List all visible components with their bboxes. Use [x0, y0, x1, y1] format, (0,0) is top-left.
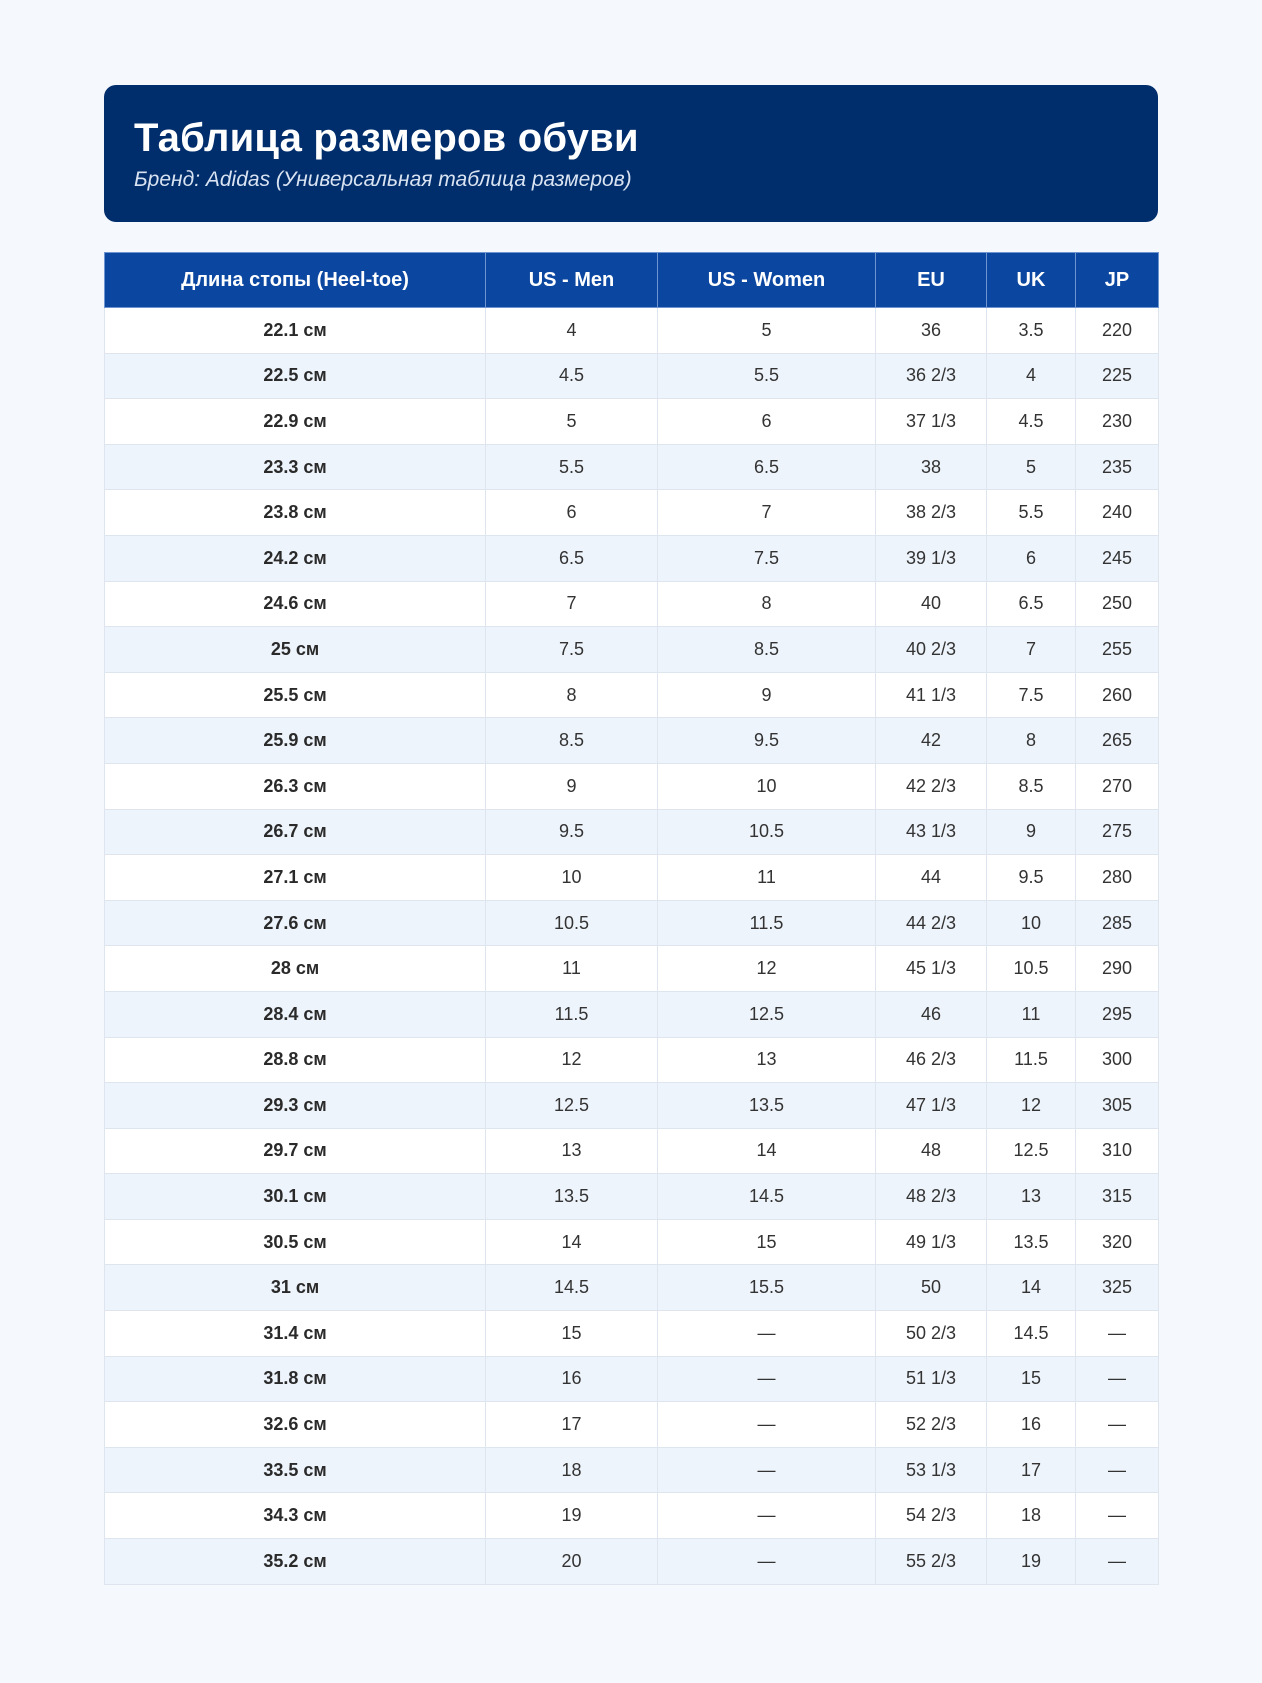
cell-foot-length: 25 см	[105, 627, 486, 673]
cell-us-women: 12.5	[658, 991, 876, 1037]
cell-jp: 315	[1076, 1174, 1159, 1220]
cell-eu: 44 2/3	[876, 900, 987, 946]
column-header-uk: UK	[987, 253, 1076, 308]
table-row	[105, 399, 1159, 445]
cell-eu: 47 1/3	[876, 1083, 987, 1129]
cell-jp: —	[1076, 1311, 1159, 1357]
cell-us-women: 7	[658, 490, 876, 536]
cell-us-women: 9	[658, 672, 876, 718]
cell-eu: 37 1/3	[876, 399, 987, 445]
cell-eu: 36	[876, 308, 987, 354]
cell-uk: 19	[987, 1539, 1076, 1585]
cell-us-women: 11	[658, 855, 876, 901]
cell-foot-length: 34.3 см	[105, 1493, 486, 1539]
cell-us-men: 11.5	[486, 991, 658, 1037]
table-row	[105, 991, 1159, 1037]
cell-foot-length: 30.5 см	[105, 1219, 486, 1265]
cell-uk: 9.5	[987, 855, 1076, 901]
cell-eu: 40	[876, 581, 987, 627]
column-header-us-women: US - Women	[658, 253, 876, 308]
table-row	[105, 1493, 1159, 1539]
cell-us-men: 13	[486, 1128, 658, 1174]
cell-uk: 4.5	[987, 399, 1076, 445]
cell-foot-length: 28.4 см	[105, 991, 486, 1037]
cell-us-women: 11.5	[658, 900, 876, 946]
cell-us-women: 15	[658, 1219, 876, 1265]
cell-eu: 40 2/3	[876, 627, 987, 673]
table-row	[105, 444, 1159, 490]
cell-jp: 290	[1076, 946, 1159, 992]
cell-jp: 280	[1076, 855, 1159, 901]
cell-us-men: 4	[486, 308, 658, 354]
cell-eu: 46 2/3	[876, 1037, 987, 1083]
table-row	[105, 1356, 1159, 1402]
cell-eu: 55 2/3	[876, 1539, 987, 1585]
table-row	[105, 672, 1159, 718]
cell-us-women: 14	[658, 1128, 876, 1174]
cell-foot-length: 24.2 см	[105, 535, 486, 581]
table-row	[105, 1219, 1159, 1265]
cell-us-women: 8.5	[658, 627, 876, 673]
cell-us-women: 12	[658, 946, 876, 992]
cell-foot-length: 26.7 см	[105, 809, 486, 855]
cell-us-men: 10.5	[486, 900, 658, 946]
cell-us-men: 12.5	[486, 1083, 658, 1129]
cell-jp: —	[1076, 1447, 1159, 1493]
table-row	[105, 1174, 1159, 1220]
table-row	[105, 1083, 1159, 1129]
cell-foot-length: 24.6 см	[105, 581, 486, 627]
cell-us-men: 20	[486, 1539, 658, 1585]
cell-foot-length: 31 см	[105, 1265, 486, 1311]
cell-us-men: 17	[486, 1402, 658, 1448]
cell-jp: 275	[1076, 809, 1159, 855]
cell-uk: 10	[987, 900, 1076, 946]
cell-uk: 18	[987, 1493, 1076, 1539]
cell-uk: 8	[987, 718, 1076, 764]
cell-foot-length: 35.2 см	[105, 1539, 486, 1585]
cell-uk: 6	[987, 535, 1076, 581]
cell-us-men: 14.5	[486, 1265, 658, 1311]
cell-us-women: —	[658, 1356, 876, 1402]
cell-uk: 14.5	[987, 1311, 1076, 1357]
cell-jp: 310	[1076, 1128, 1159, 1174]
cell-jp: 245	[1076, 535, 1159, 581]
table-row	[105, 1447, 1159, 1493]
table-row	[105, 855, 1159, 901]
page-subtitle: Бренд: Adidas (Универсальная таблица размеров)	[134, 168, 632, 191]
cell-uk: 14	[987, 1265, 1076, 1311]
cell-us-women: 13.5	[658, 1083, 876, 1129]
cell-foot-length: 29.7 см	[105, 1128, 486, 1174]
cell-us-men: 5	[486, 399, 658, 445]
column-header-us-men: US - Men	[486, 253, 658, 308]
cell-uk: 16	[987, 1402, 1076, 1448]
table-row	[105, 763, 1159, 809]
cell-uk: 4	[987, 353, 1076, 399]
cell-jp: 300	[1076, 1037, 1159, 1083]
cell-eu: 38	[876, 444, 987, 490]
cell-uk: 13.5	[987, 1219, 1076, 1265]
cell-us-women: 5.5	[658, 353, 876, 399]
cell-eu: 36 2/3	[876, 353, 987, 399]
cell-foot-length: 31.4 см	[105, 1311, 486, 1357]
cell-us-men: 16	[486, 1356, 658, 1402]
table-row	[105, 490, 1159, 536]
cell-uk: 6.5	[987, 581, 1076, 627]
cell-us-women: —	[658, 1539, 876, 1585]
cell-us-men: 8.5	[486, 718, 658, 764]
cell-us-women: 15.5	[658, 1265, 876, 1311]
size-table	[104, 252, 1159, 1585]
cell-jp: —	[1076, 1539, 1159, 1585]
cell-jp: 230	[1076, 399, 1159, 445]
cell-us-men: 9.5	[486, 809, 658, 855]
cell-us-men: 12	[486, 1037, 658, 1083]
table-row	[105, 1128, 1159, 1174]
cell-us-men: 4.5	[486, 353, 658, 399]
cell-us-women: 6	[658, 399, 876, 445]
cell-eu: 45 1/3	[876, 946, 987, 992]
cell-foot-length: 25.9 см	[105, 718, 486, 764]
cell-uk: 12	[987, 1083, 1076, 1129]
cell-us-men: 18	[486, 1447, 658, 1493]
cell-jp: 260	[1076, 672, 1159, 718]
cell-uk: 7.5	[987, 672, 1076, 718]
cell-foot-length: 25.5 см	[105, 672, 486, 718]
cell-us-women: 10	[658, 763, 876, 809]
cell-uk: 11	[987, 991, 1076, 1037]
cell-us-men: 10	[486, 855, 658, 901]
cell-jp: —	[1076, 1493, 1159, 1539]
cell-uk: 15	[987, 1356, 1076, 1402]
cell-eu: 42 2/3	[876, 763, 987, 809]
cell-eu: 52 2/3	[876, 1402, 987, 1448]
cell-eu: 48 2/3	[876, 1174, 987, 1220]
cell-foot-length: 28 см	[105, 946, 486, 992]
table-row	[105, 535, 1159, 581]
cell-us-women: 14.5	[658, 1174, 876, 1220]
table-row	[105, 1539, 1159, 1585]
cell-us-women: 9.5	[658, 718, 876, 764]
cell-eu: 50	[876, 1265, 987, 1311]
cell-us-men: 6.5	[486, 535, 658, 581]
cell-us-women: 7.5	[658, 535, 876, 581]
cell-eu: 42	[876, 718, 987, 764]
cell-us-men: 8	[486, 672, 658, 718]
table-row	[105, 627, 1159, 673]
table-row	[105, 1402, 1159, 1448]
cell-eu: 53 1/3	[876, 1447, 987, 1493]
column-header-foot-length: Длина стопы (Heel-toe)	[105, 253, 486, 308]
cell-eu: 54 2/3	[876, 1493, 987, 1539]
cell-uk: 8.5	[987, 763, 1076, 809]
table-row	[105, 1265, 1159, 1311]
cell-jp: 250	[1076, 581, 1159, 627]
cell-us-men: 7.5	[486, 627, 658, 673]
table-row	[105, 353, 1159, 399]
cell-us-men: 19	[486, 1493, 658, 1539]
cell-us-women: 6.5	[658, 444, 876, 490]
cell-eu: 48	[876, 1128, 987, 1174]
cell-uk: 17	[987, 1447, 1076, 1493]
cell-jp: —	[1076, 1356, 1159, 1402]
cell-us-men: 5.5	[486, 444, 658, 490]
cell-jp: —	[1076, 1402, 1159, 1448]
table-row	[105, 718, 1159, 764]
column-header-eu: EU	[876, 253, 987, 308]
table-row	[105, 900, 1159, 946]
cell-jp: 220	[1076, 308, 1159, 354]
cell-jp: 265	[1076, 718, 1159, 764]
table-row	[105, 308, 1159, 354]
cell-us-women: —	[658, 1311, 876, 1357]
cell-jp: 240	[1076, 490, 1159, 536]
cell-jp: 325	[1076, 1265, 1159, 1311]
cell-jp: 225	[1076, 353, 1159, 399]
cell-us-men: 9	[486, 763, 658, 809]
cell-jp: 320	[1076, 1219, 1159, 1265]
cell-us-women: 13	[658, 1037, 876, 1083]
cell-foot-length: 23.3 см	[105, 444, 486, 490]
cell-eu: 38 2/3	[876, 490, 987, 536]
cell-jp: 305	[1076, 1083, 1159, 1129]
cell-uk: 5	[987, 444, 1076, 490]
cell-jp: 235	[1076, 444, 1159, 490]
cell-eu: 44	[876, 855, 987, 901]
cell-foot-length: 33.5 см	[105, 1447, 486, 1493]
cell-us-women: —	[658, 1493, 876, 1539]
cell-eu: 39 1/3	[876, 535, 987, 581]
cell-uk: 5.5	[987, 490, 1076, 536]
cell-foot-length: 22.1 см	[105, 308, 486, 354]
cell-eu: 43 1/3	[876, 809, 987, 855]
cell-uk: 10.5	[987, 946, 1076, 992]
cell-foot-length: 29.3 см	[105, 1083, 486, 1129]
cell-uk: 9	[987, 809, 1076, 855]
table-body	[105, 308, 1159, 1585]
header-banner	[104, 85, 1158, 222]
cell-us-men: 13.5	[486, 1174, 658, 1220]
cell-eu: 51 1/3	[876, 1356, 987, 1402]
cell-uk: 11.5	[987, 1037, 1076, 1083]
cell-us-women: 5	[658, 308, 876, 354]
cell-us-women: 10.5	[658, 809, 876, 855]
table-row	[105, 1311, 1159, 1357]
cell-foot-length: 30.1 см	[105, 1174, 486, 1220]
cell-foot-length: 32.6 см	[105, 1402, 486, 1448]
cell-foot-length: 27.1 см	[105, 855, 486, 901]
cell-uk: 3.5	[987, 308, 1076, 354]
cell-foot-length: 23.8 см	[105, 490, 486, 536]
table-row	[105, 946, 1159, 992]
cell-us-women: —	[658, 1402, 876, 1448]
table-row	[105, 809, 1159, 855]
table-row	[105, 1037, 1159, 1083]
cell-jp: 285	[1076, 900, 1159, 946]
page-title: Таблица размеров обуви	[134, 116, 639, 160]
cell-us-women: —	[658, 1447, 876, 1493]
cell-eu: 50 2/3	[876, 1311, 987, 1357]
cell-uk: 12.5	[987, 1128, 1076, 1174]
column-header-jp: JP	[1076, 253, 1159, 308]
cell-us-men: 14	[486, 1219, 658, 1265]
cell-us-men: 11	[486, 946, 658, 992]
cell-foot-length: 26.3 см	[105, 763, 486, 809]
cell-uk: 13	[987, 1174, 1076, 1220]
cell-eu: 49 1/3	[876, 1219, 987, 1265]
table-row	[105, 581, 1159, 627]
cell-foot-length: 28.8 см	[105, 1037, 486, 1083]
cell-jp: 270	[1076, 763, 1159, 809]
cell-uk: 7	[987, 627, 1076, 673]
cell-us-women: 8	[658, 581, 876, 627]
cell-foot-length: 22.5 см	[105, 353, 486, 399]
cell-eu: 41 1/3	[876, 672, 987, 718]
cell-us-men: 6	[486, 490, 658, 536]
cell-us-men: 7	[486, 581, 658, 627]
cell-foot-length: 27.6 см	[105, 900, 486, 946]
table-header-row	[105, 253, 1159, 308]
cell-eu: 46	[876, 991, 987, 1037]
cell-jp: 255	[1076, 627, 1159, 673]
cell-foot-length: 31.8 см	[105, 1356, 486, 1402]
cell-foot-length: 22.9 см	[105, 399, 486, 445]
cell-us-men: 15	[486, 1311, 658, 1357]
cell-jp: 295	[1076, 991, 1159, 1037]
